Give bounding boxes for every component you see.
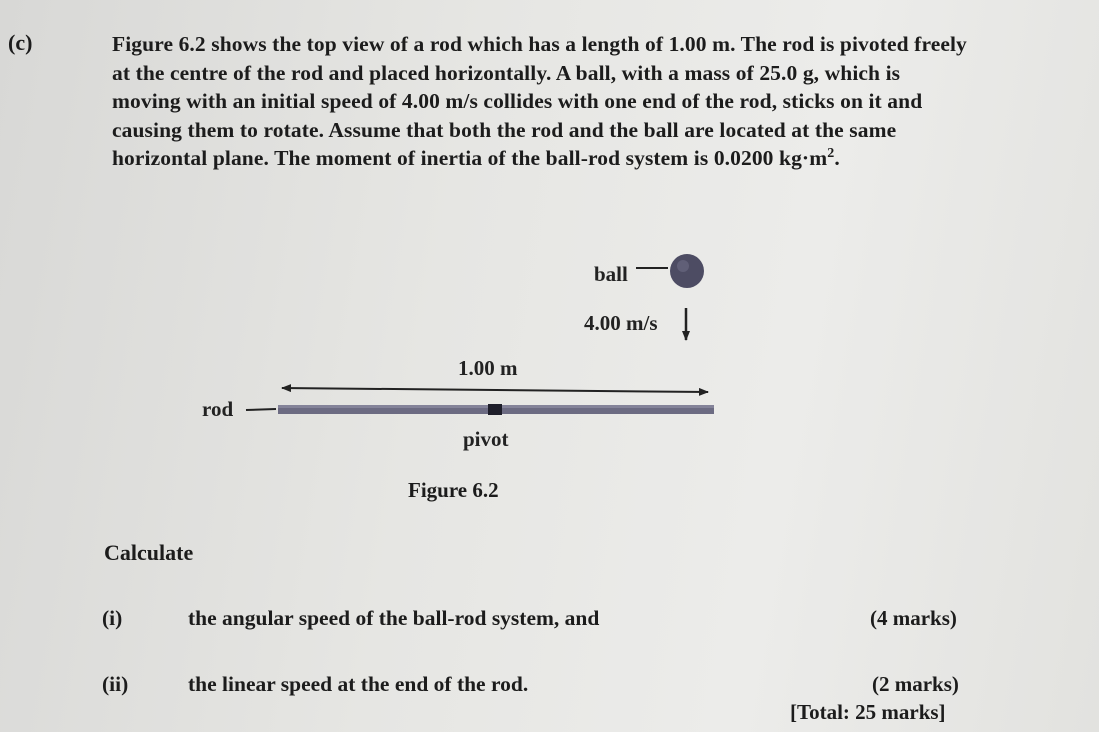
intro-text: shows the top view of a rod which has a length of 1.00 m. The rod is pivoted freely at the centre of the rod and placed horizontally. A ball, with a mass of 25.0 g, which is moving with an initial speed of 4.00 m/s collides with one end of the rod, sticks on it and causing them to rotate. Assume that both the rod and the ball are located at the same horizontal plane. The moment of inertia of the ball-rod system is — [112, 32, 967, 170]
ball-label: ball — [594, 262, 628, 286]
question-i-number: (i) — [102, 606, 123, 630]
figure-caption: Figure 6.2 — [408, 478, 499, 502]
question-ii-marks: (2 marks) — [872, 672, 959, 696]
intro-end: . — [834, 146, 840, 170]
calculate-heading: Calculate — [104, 540, 194, 565]
question-i-marks: (4 marks) — [870, 606, 957, 630]
question-ii-text: the linear speed at the end of the rod. — [188, 672, 529, 696]
pivot-label: pivot — [463, 427, 509, 451]
inertia-value: 0.0200 kg·m — [713, 146, 828, 170]
rod-leader-line — [246, 409, 276, 410]
ball-highlight — [677, 260, 689, 272]
speed-label: 4.00 m/s — [584, 311, 658, 335]
length-dimension-arrow-icon — [282, 388, 708, 392]
question-ii-number: (ii) — [102, 672, 129, 696]
total-marks: [Total: 25 marks] — [790, 700, 946, 724]
part-label: (c) — [8, 30, 33, 55]
pivot-icon — [488, 404, 502, 415]
rod-label: rod — [202, 397, 234, 421]
length-label: 1.00 m — [458, 356, 518, 380]
question-i-text: the angular speed of the ball-rod system, and — [188, 606, 600, 630]
ball-icon — [670, 254, 704, 288]
figure-reference: Figure 6.2 — [112, 32, 206, 56]
inertia-exponent: 2 — [827, 145, 835, 161]
